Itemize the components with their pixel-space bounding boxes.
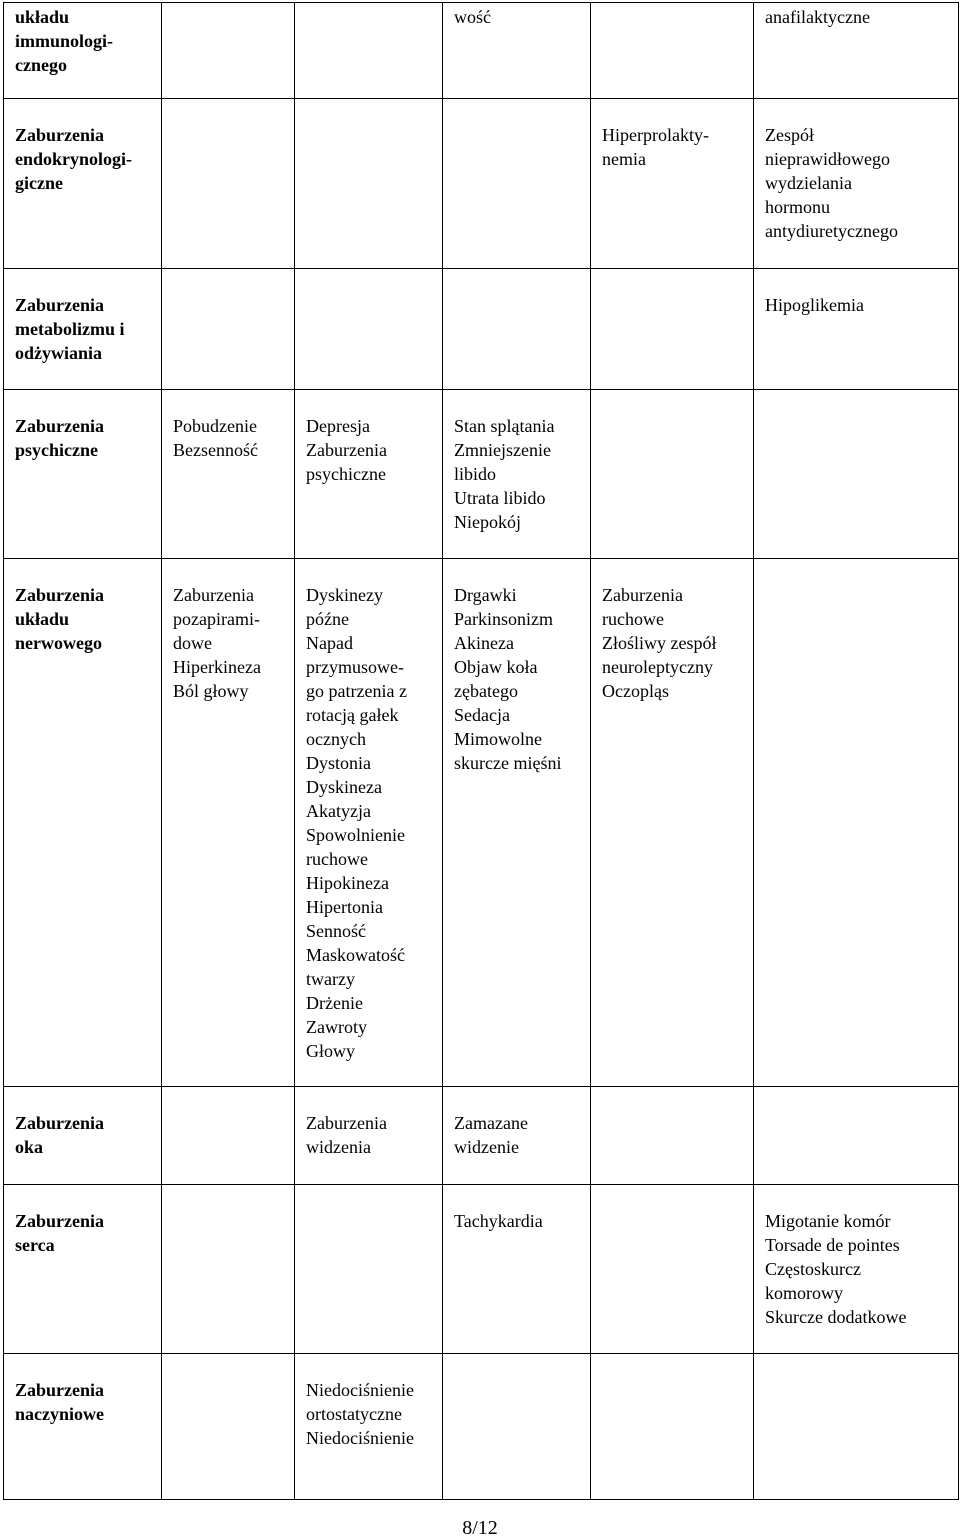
frequency-cell xyxy=(162,1185,295,1354)
frequency-cell xyxy=(162,99,295,269)
frequency-cell xyxy=(591,1185,754,1354)
table-row xyxy=(4,559,959,1087)
frequency-cell xyxy=(754,559,959,1087)
frequency-cell: Pobudzenie Bezsenność xyxy=(162,390,295,559)
frequency-cell xyxy=(591,3,754,99)
organ-class-cell: układu immunologi- cznego xyxy=(4,3,162,99)
adverse-reactions-table xyxy=(3,2,959,1500)
frequency-cell: Zaburzenia ruchowe Złośliwy zespół neuroleptyczny Oczopląs xyxy=(591,559,754,1087)
table-row xyxy=(4,1354,959,1500)
frequency-cell: Dyskinezy późne Napad przymusowe- go patrzenia z rotacją gałek ocznych Dystonia Dyskineza Akatyzja Spowolnienie ruchowe Hipokineza Hipertonia Senność Maskowatość twarzy Drżenie Zawroty Głowy xyxy=(295,559,443,1087)
frequency-cell xyxy=(443,99,591,269)
organ-class-cell: Zaburzenia oka xyxy=(4,1087,162,1185)
frequency-cell xyxy=(295,3,443,99)
frequency-cell: Niedociśnienie ortostatyczne Niedociśnienie xyxy=(295,1354,443,1500)
organ-class-cell: Zaburzenia psychiczne xyxy=(4,390,162,559)
table-row xyxy=(4,390,959,559)
frequency-cell: Tachykardia xyxy=(443,1185,591,1354)
frequency-cell xyxy=(162,269,295,390)
frequency-cell: Migotanie komór Torsade de pointes Częstoskurcz komorowy Skurcze dodatkowe xyxy=(754,1185,959,1354)
frequency-cell xyxy=(162,1354,295,1500)
organ-class-cell: Zaburzenia układu nerwowego xyxy=(4,559,162,1087)
frequency-cell xyxy=(591,1354,754,1500)
frequency-cell: Zespół nieprawidłowego wydzielania hormonu antydiuretycznego xyxy=(754,99,959,269)
frequency-cell: Drgawki Parkinsonizm Akineza Objaw koła zębatego Sedacja Mimowolne skurcze mięśni xyxy=(443,559,591,1087)
frequency-cell: Depresja Zaburzenia psychiczne xyxy=(295,390,443,559)
table-row xyxy=(4,1087,959,1185)
table-row xyxy=(4,99,959,269)
frequency-cell xyxy=(754,1087,959,1185)
page-number: 8/12 xyxy=(462,1517,498,1539)
organ-class-cell: Zaburzenia naczyniowe xyxy=(4,1354,162,1500)
frequency-cell xyxy=(754,390,959,559)
table-row xyxy=(4,3,959,99)
frequency-cell xyxy=(754,1354,959,1500)
frequency-cell: Zaburzenia pozapirami- dowe Hiperkineza Ból głowy xyxy=(162,559,295,1087)
frequency-cell xyxy=(295,1185,443,1354)
frequency-cell: anafilaktyczne xyxy=(754,3,959,99)
frequency-cell xyxy=(591,269,754,390)
frequency-cell: Hipoglikemia xyxy=(754,269,959,390)
frequency-cell: Zaburzenia widzenia xyxy=(295,1087,443,1185)
frequency-cell xyxy=(295,269,443,390)
frequency-cell xyxy=(162,1087,295,1185)
organ-class-cell: Zaburzenia metabolizmu i odżywiania xyxy=(4,269,162,390)
table-row xyxy=(4,269,959,390)
frequency-cell: Hiperprolakty- nemia xyxy=(591,99,754,269)
frequency-cell xyxy=(443,1354,591,1500)
frequency-cell xyxy=(443,269,591,390)
frequency-cell: wość xyxy=(443,3,591,99)
frequency-cell xyxy=(591,390,754,559)
frequency-cell xyxy=(591,1087,754,1185)
organ-class-cell: Zaburzenia serca xyxy=(4,1185,162,1354)
organ-class-cell: Zaburzenia endokrynologi- giczne xyxy=(4,99,162,269)
frequency-cell xyxy=(295,99,443,269)
frequency-cell: Stan splątania Zmniejszenie libido Utrata libido Niepokój xyxy=(443,390,591,559)
frequency-cell xyxy=(162,3,295,99)
frequency-cell: Zamazane widzenie xyxy=(443,1087,591,1185)
table-row xyxy=(4,1185,959,1354)
